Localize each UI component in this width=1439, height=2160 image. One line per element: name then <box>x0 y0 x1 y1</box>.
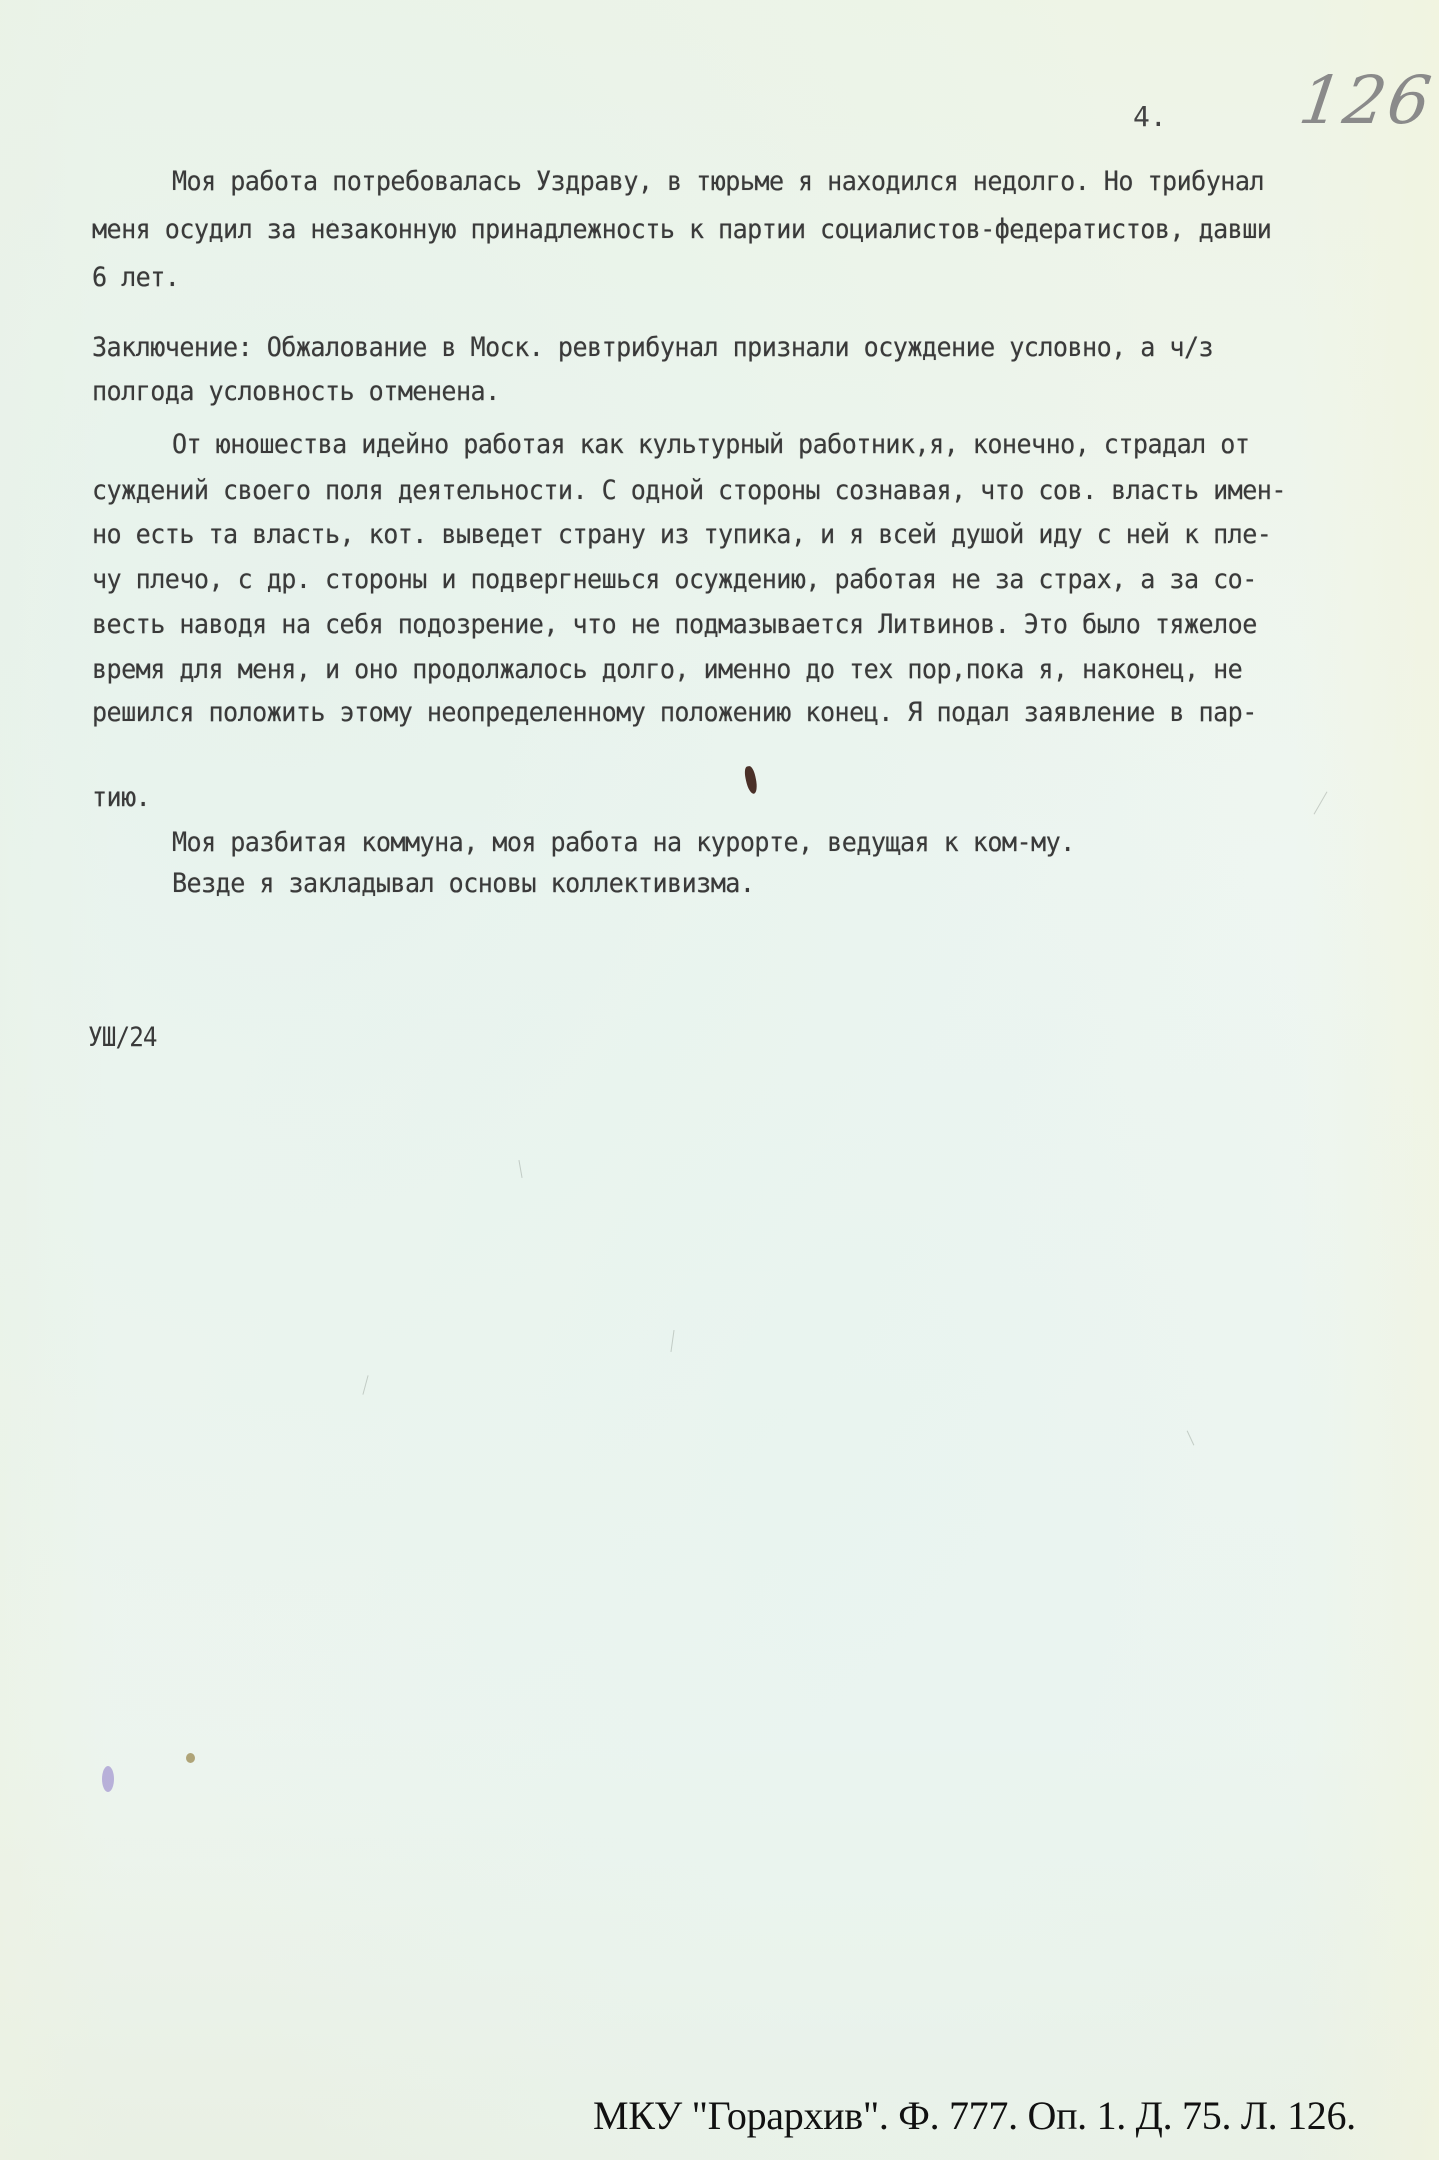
text-line: Везде я закладывал основы коллективизма. <box>172 868 755 899</box>
text-line: решился положить этому неопределенному положению конец. Я подал заявление в пар- <box>92 697 1257 728</box>
paper-fiber <box>1187 1431 1195 1446</box>
text-line: Заключение: Обжалование в Моск. ревтрибунал признали осуждение условно, а ч/з <box>92 332 1214 363</box>
text-line: Моя работа потребовалась Уздраву, в тюрьме я находился недолго. Но трибунал <box>172 166 1264 197</box>
text-line: 6 лет. <box>92 262 180 293</box>
brown-speck <box>186 1753 195 1763</box>
paper-fiber <box>670 1330 674 1352</box>
text-line: но есть та власть, кот. выведет страну из тупика, и я всей душой иду с ней к пле- <box>92 519 1272 550</box>
handwritten-folio-number: 126 <box>1294 62 1438 139</box>
text-line: От юношества идейно работая как культурный работник,я, конечно, страдал от <box>172 429 1250 460</box>
text-line: Моя разбитая коммуна, моя работа на курорте, ведущая к ком-му. <box>172 827 1075 858</box>
text-line: тию. <box>92 782 151 813</box>
text-line: суждений своего поля деятельности. С одной стороны сознавая, что сов. власть имен- <box>92 475 1286 506</box>
text-line: время для меня, и оно продолжалось долго, именно до тех пор,пока я, наконец, не <box>92 654 1243 685</box>
text-line: чу плечо, с др. стороны и подвергнешься осуждению, работая не за страх, а за со- <box>92 564 1257 595</box>
purple-ink-speck <box>102 1766 114 1792</box>
text-line: полгода условность отменена. <box>92 376 500 407</box>
ink-blot <box>743 765 759 794</box>
text-line: весть наводя на себя подозрение, что не подмазывается Литвинов. Это было тяжелое <box>92 609 1257 640</box>
paper-fiber <box>1314 791 1328 814</box>
text-line: меня осудил за незаконную принадлежность к партии социалистов-федератистов, давши <box>92 214 1272 245</box>
paper-fiber <box>362 1375 368 1395</box>
typist-code: УШ/24 <box>88 1022 157 1053</box>
paper-fiber <box>518 1160 522 1178</box>
page-number: 4. <box>1133 100 1167 133</box>
archive-reference-caption: МКУ "Горархив". Ф. 777. Оп. 1. Д. 75. Л. 126. <box>593 2093 1356 2138</box>
